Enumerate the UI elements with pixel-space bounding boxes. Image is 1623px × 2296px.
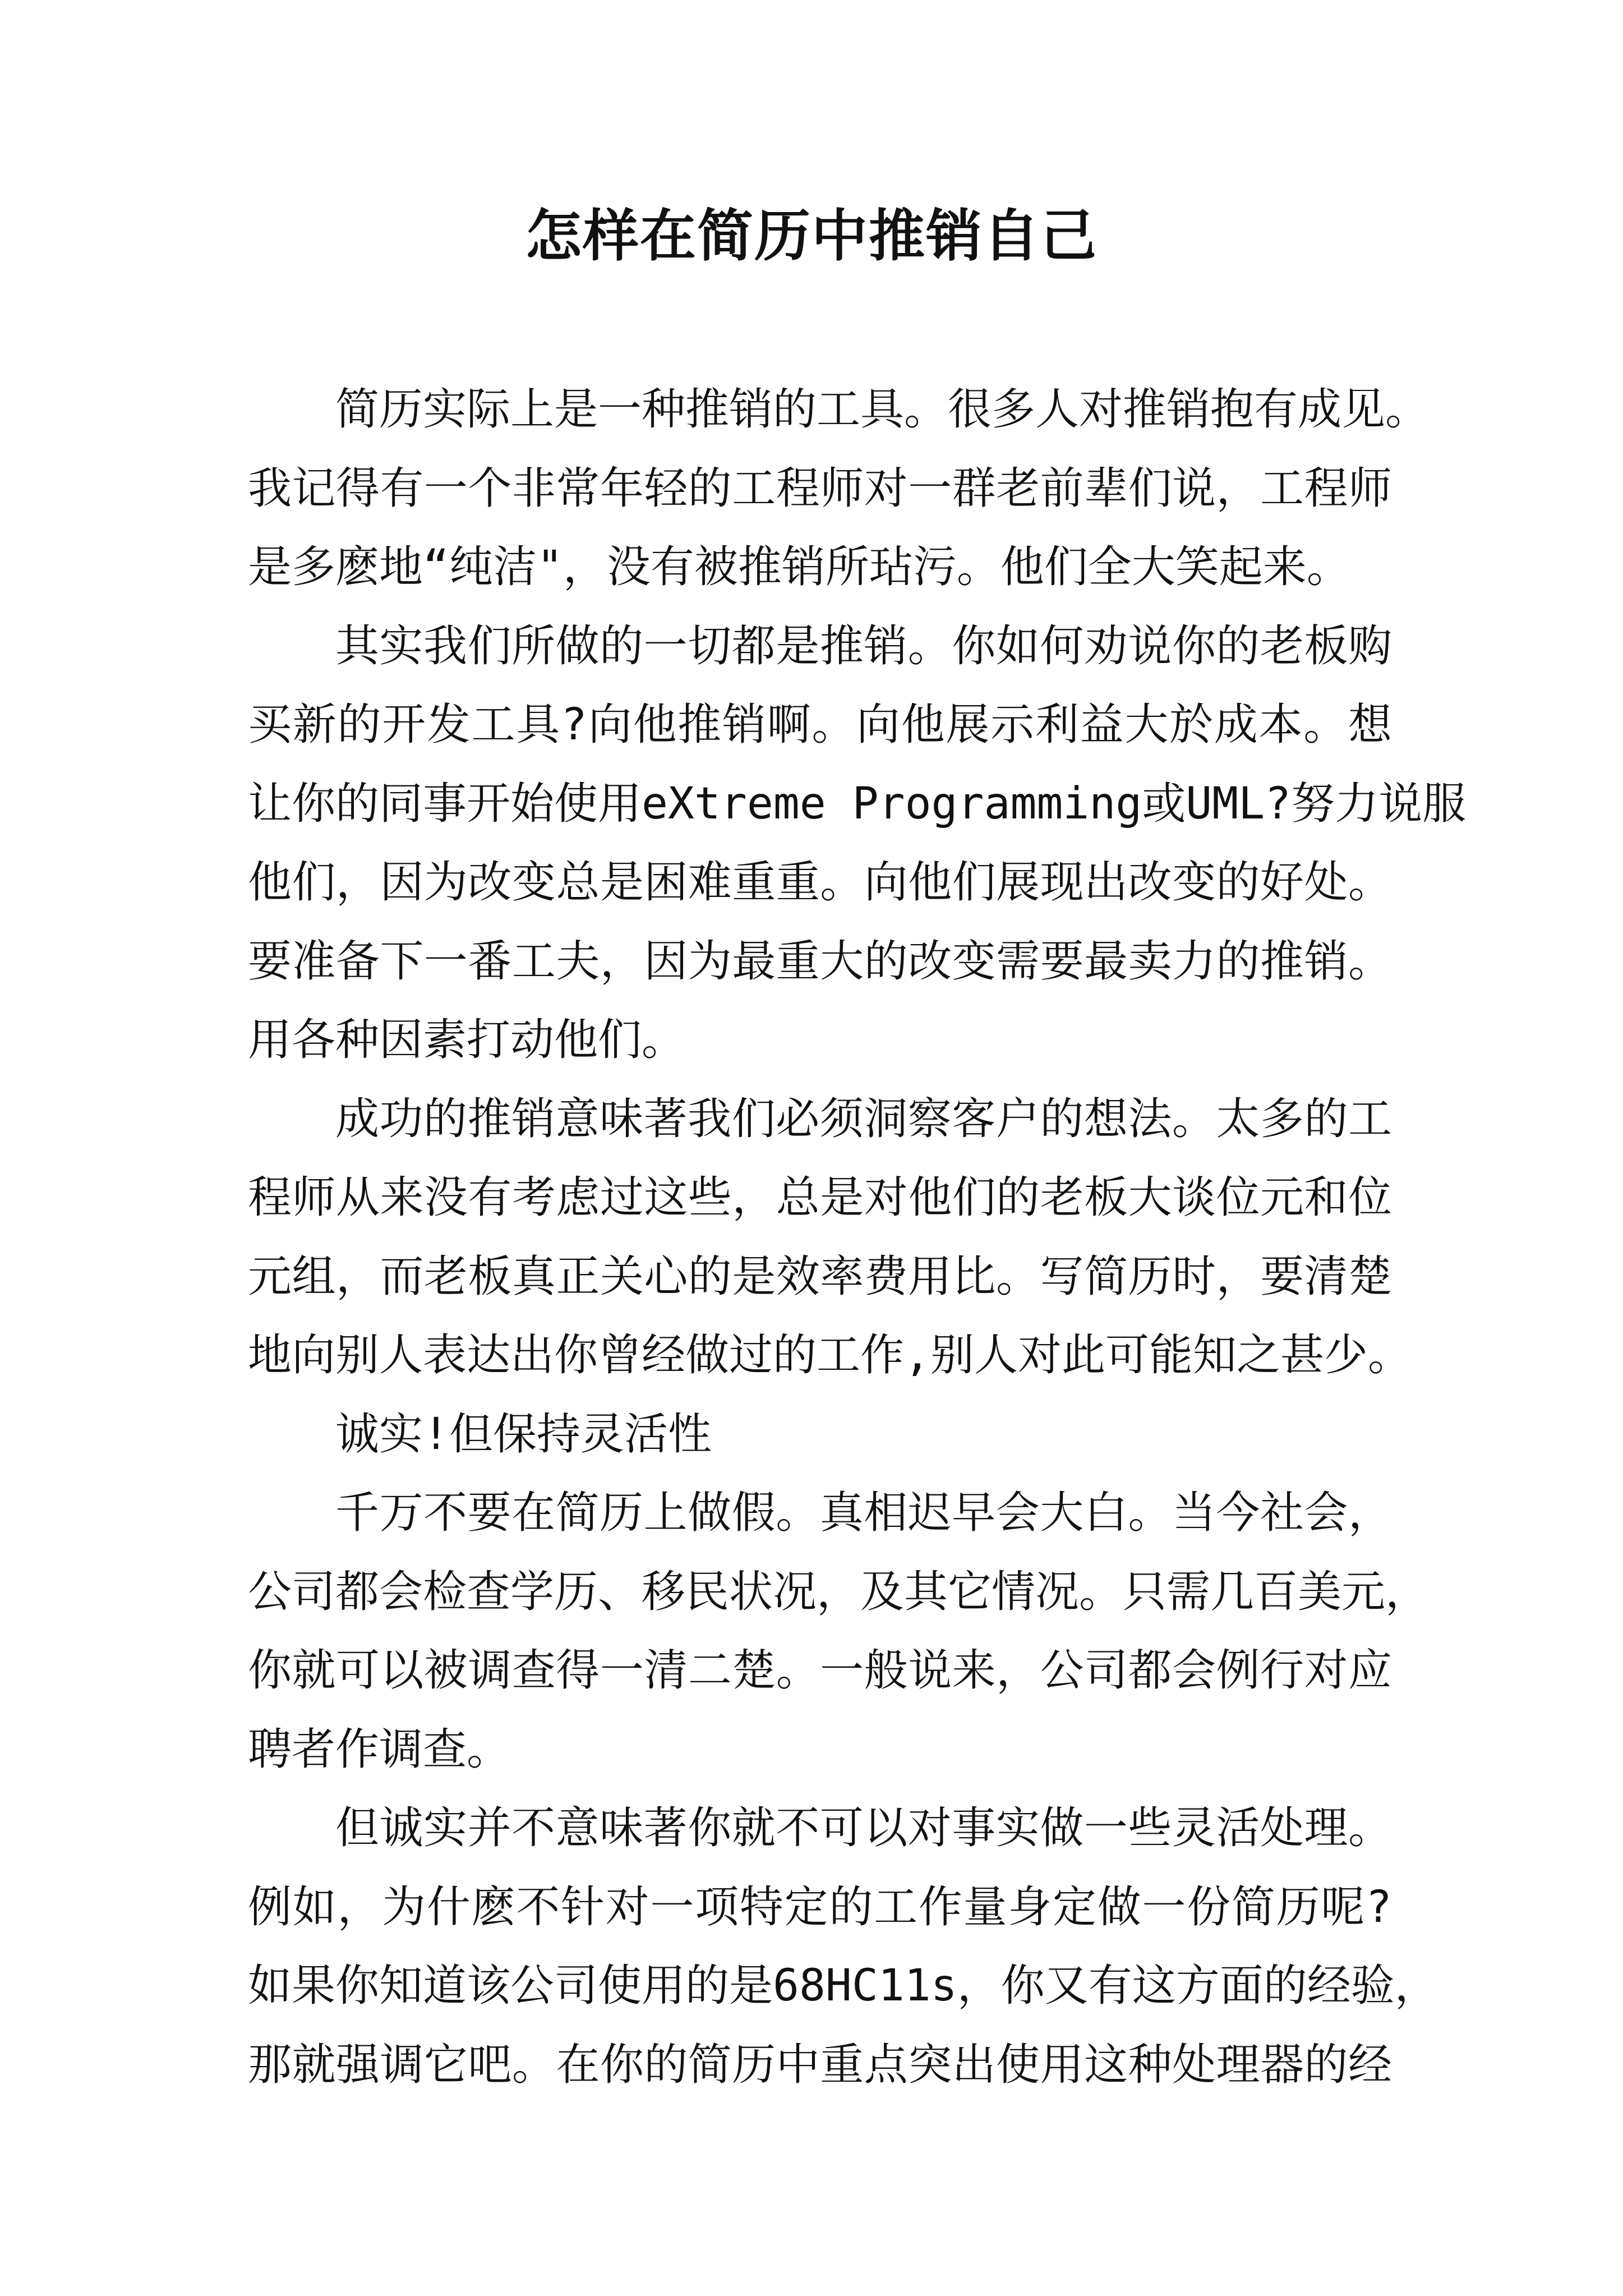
text-line: 千万不要在简历上做假。真相迟早会大白。当今社会， xyxy=(335,1488,1392,1538)
text-line: 例如，为什麽不针对一项特定的工作量身定做一份简历呢? xyxy=(248,1881,1392,1932)
text-line: 他们，因为改变总是困难重重。向他们展现出改变的好处。 xyxy=(248,857,1392,908)
text-line: 你就可以被调查得一清二楚。一般说来，公司都会例行对应 xyxy=(248,1645,1392,1696)
text-line: 公司都会检查学历、移民状况，及其它情况。只需几百美元， xyxy=(248,1566,1430,1617)
text-line: 聘者作调查。 xyxy=(248,1724,511,1775)
text-line: 成功的推销意味著我们必须洞察客户的想法。太多的工 xyxy=(335,1093,1392,1144)
text-line: 用各种因素打动他们。 xyxy=(248,1015,686,1065)
text-line: 元组，而老板真正关心的是效率费用比。写简历时，要清楚 xyxy=(248,1251,1392,1302)
paragraph-4 xyxy=(248,1474,1430,1789)
text-line: 我记得有一个非常年轻的工程师对一群老前辈们说，工程师 xyxy=(248,463,1392,514)
text-line: 简历实际上是一种推销的工具。很多人对推销抱有成见。 xyxy=(335,384,1430,435)
section-heading xyxy=(248,1395,1392,1474)
paragraph-3 xyxy=(248,1080,1412,1395)
text-line: 如果你知道该公司使用的是68HC11s，你又有这方面的经验， xyxy=(248,1961,1438,2011)
text-line: 诚实!但保持灵活性 xyxy=(335,1409,712,1460)
paragraph-1 xyxy=(248,370,1430,607)
text-line: 买新的开发工具?向他推销啊。向他展示利益大於成本。想 xyxy=(248,700,1392,750)
text-line: 要准备下一番工夫，因为最重大的改变需要最卖力的推销。 xyxy=(248,936,1392,987)
text-line: 但诚实并不意味著你就不可以对事实做一些灵活处理。 xyxy=(335,1803,1392,1853)
document-title: 怎样在简历中推销自己 xyxy=(525,203,1098,269)
text-line: 让你的同事开始使用eXtreme Programming或UML?努力说服 xyxy=(248,778,1467,829)
text-line: 地向别人表达出你曾经做过的工作,别人对此可能知之甚少。 xyxy=(248,1330,1412,1381)
document-body xyxy=(248,370,1467,2104)
text-line: 那就强调它吧。在你的简历中重点突出使用这种处理器的经 xyxy=(248,2039,1392,2090)
paragraph-2 xyxy=(248,607,1467,1080)
text-line: 是多麽地“纯洁"，没有被推销所玷污。他们全大笑起来。 xyxy=(248,542,1350,592)
text-line: 其实我们所做的一切都是推销。你如何劝说你的老板购 xyxy=(335,620,1392,671)
paragraph-5 xyxy=(248,1789,1438,2104)
text-line: 程师从来没有考虑过这些，总是对他们的老板大谈位元和位 xyxy=(248,1172,1392,1223)
